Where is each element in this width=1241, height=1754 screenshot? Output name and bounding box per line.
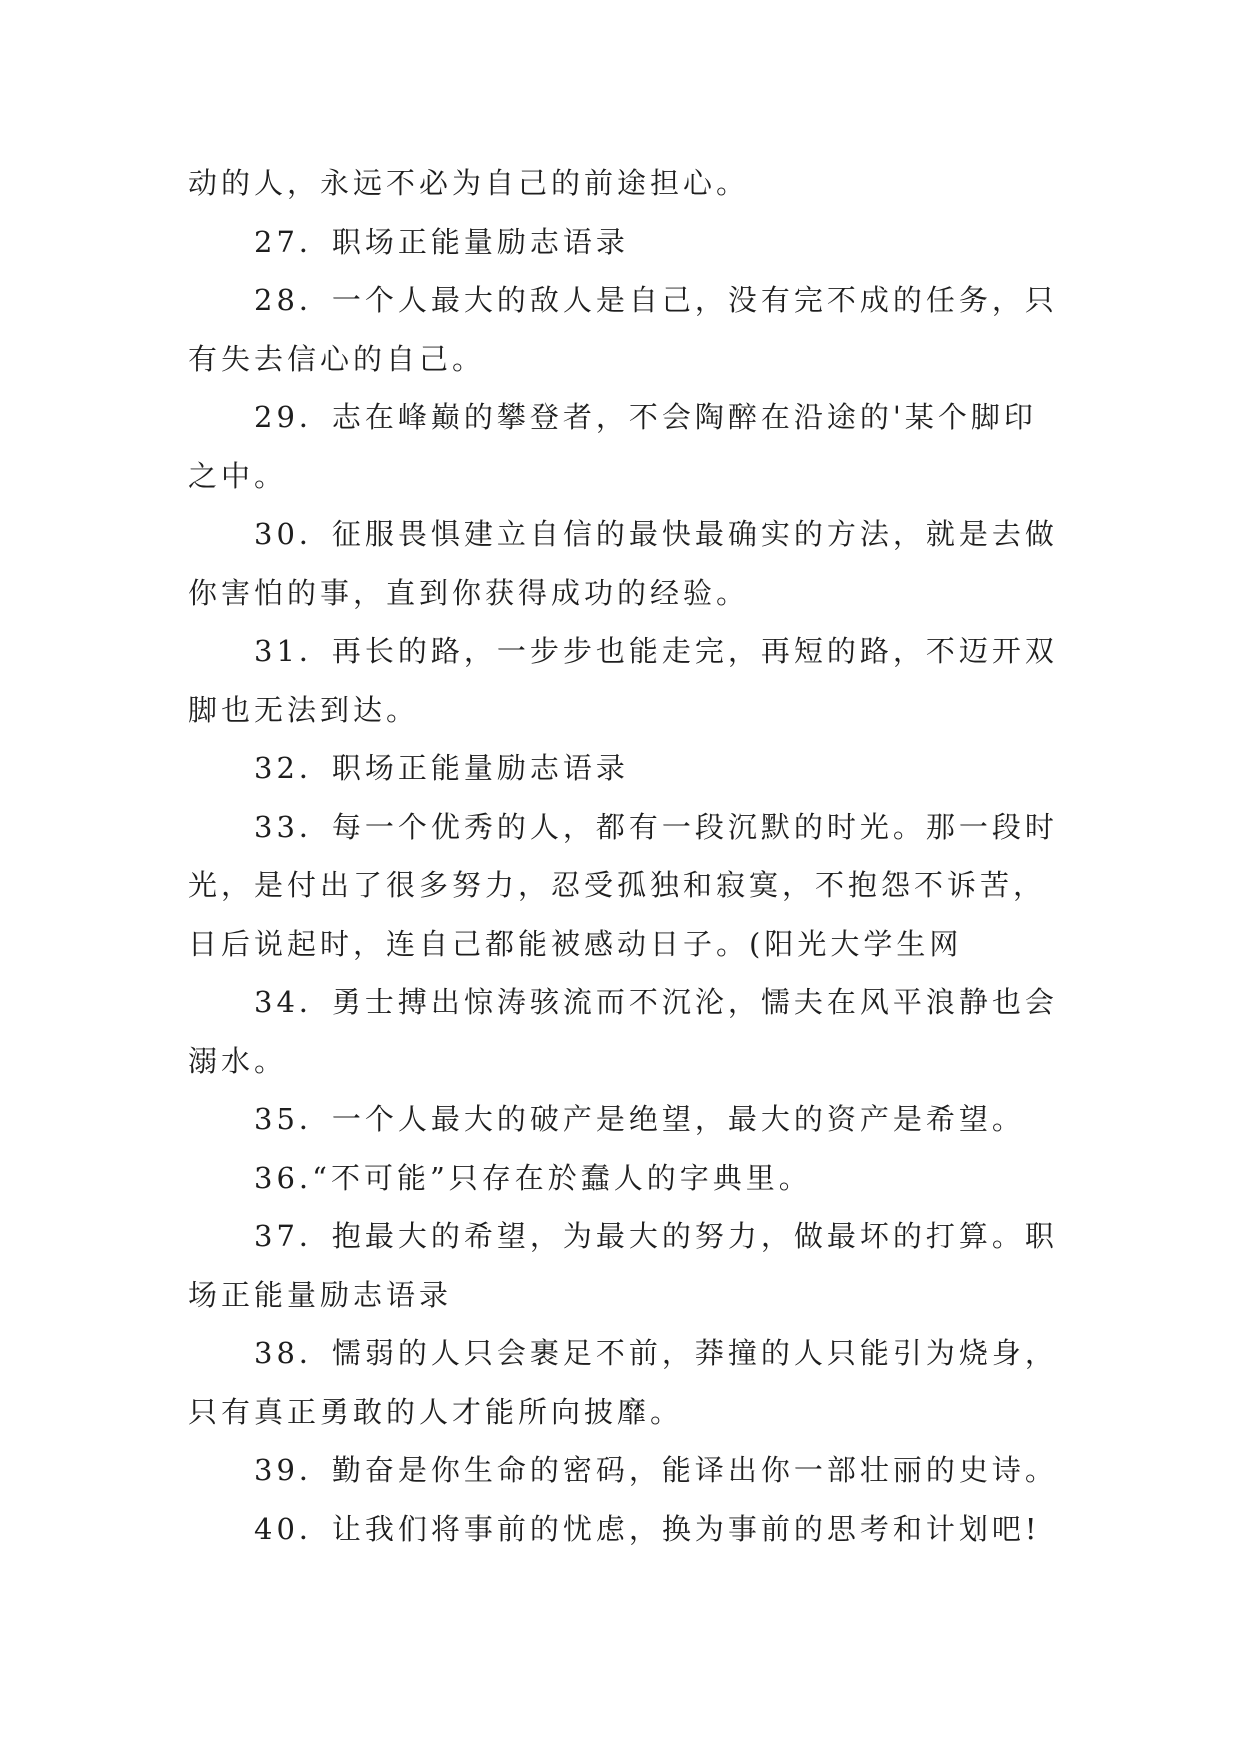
text-line: 光，是付出了很多努力，忍受孤独和寂寞，不抱怨不诉苦， [188, 868, 1047, 902]
text-line: 33．每一个优秀的人，都有一段沉默的时光。那一段时 [254, 809, 1058, 844]
text-line: 有失去信心的自己。 [188, 341, 486, 376]
paragraph-29 [188, 388, 1121, 505]
text-line: 脚也无法到达。 [188, 692, 420, 727]
paragraph-38 [188, 1324, 1121, 1441]
text-line: 动的人，永远不必为自己的前途担心。 [188, 166, 750, 200]
text-line: 31．再长的路，一步步也能走完，再短的路，不迈开双 [254, 634, 1058, 668]
paragraph-34 [188, 973, 1121, 1090]
text-line: 32．职场正能量励志语录 [254, 751, 629, 785]
paragraph-continuation [188, 154, 1121, 213]
text-line: 28．一个人最大的敌人是自己，没有完不成的任务，只 [254, 283, 1058, 317]
text-line: 29．志在峰巅的攀登者，不会陶醉在沿途的'某个脚印 [254, 400, 1037, 434]
paragraph-31 [188, 622, 1121, 739]
text-line: 36.“不可能”只存在於蠢人的字典里。 [254, 1160, 812, 1195]
document-body [188, 154, 1121, 1558]
text-line: 你害怕的事，直到你获得成功的经验。 [188, 575, 750, 610]
text-line: 只有真正勇敢的人才能所向披靡。 [188, 1394, 684, 1429]
text-line: 日后说起时，连自己都能被感动日子。(阳光大学生网 [188, 926, 963, 961]
paragraph-30 [188, 505, 1121, 622]
paragraph-40 [188, 1500, 1121, 1559]
text-line: 场正能量励志语录 [188, 1277, 453, 1312]
paragraph-28 [188, 271, 1121, 388]
paragraph-37 [188, 1207, 1121, 1324]
text-line: 溺水。 [188, 1043, 288, 1078]
paragraph-36 [188, 1149, 1121, 1208]
paragraph-35 [188, 1090, 1121, 1149]
paragraph-33 [188, 798, 1121, 974]
paragraph-39 [188, 1441, 1121, 1500]
text-line: 30．征服畏惧建立自信的最快最确实的方法，就是去做 [254, 517, 1058, 551]
text-line: 27．职场正能量励志语录 [254, 224, 629, 259]
text-line: 37．抱最大的希望，为最大的努力，做最坏的打算。职 [254, 1219, 1058, 1253]
paragraph-32 [188, 739, 1121, 798]
text-line: 40．让我们将事前的忧虑，换为事前的思考和计划吧! [254, 1511, 1041, 1546]
text-line: 之中。 [188, 458, 288, 493]
text-line: 38．懦弱的人只会裹足不前，莽撞的人只能引为烧身， [254, 1336, 1058, 1370]
text-line: 35．一个人最大的破产是绝望，最大的资产是希望。 [254, 1102, 1025, 1136]
text-line: 39．勤奋是你生命的密码，能译出你一部壮丽的史诗。 [254, 1453, 1058, 1487]
text-line: 34．勇士搏出惊涛骇流而不沉沦，懦夫在风平浪静也会 [254, 985, 1058, 1019]
paragraph-27 [188, 213, 1121, 272]
